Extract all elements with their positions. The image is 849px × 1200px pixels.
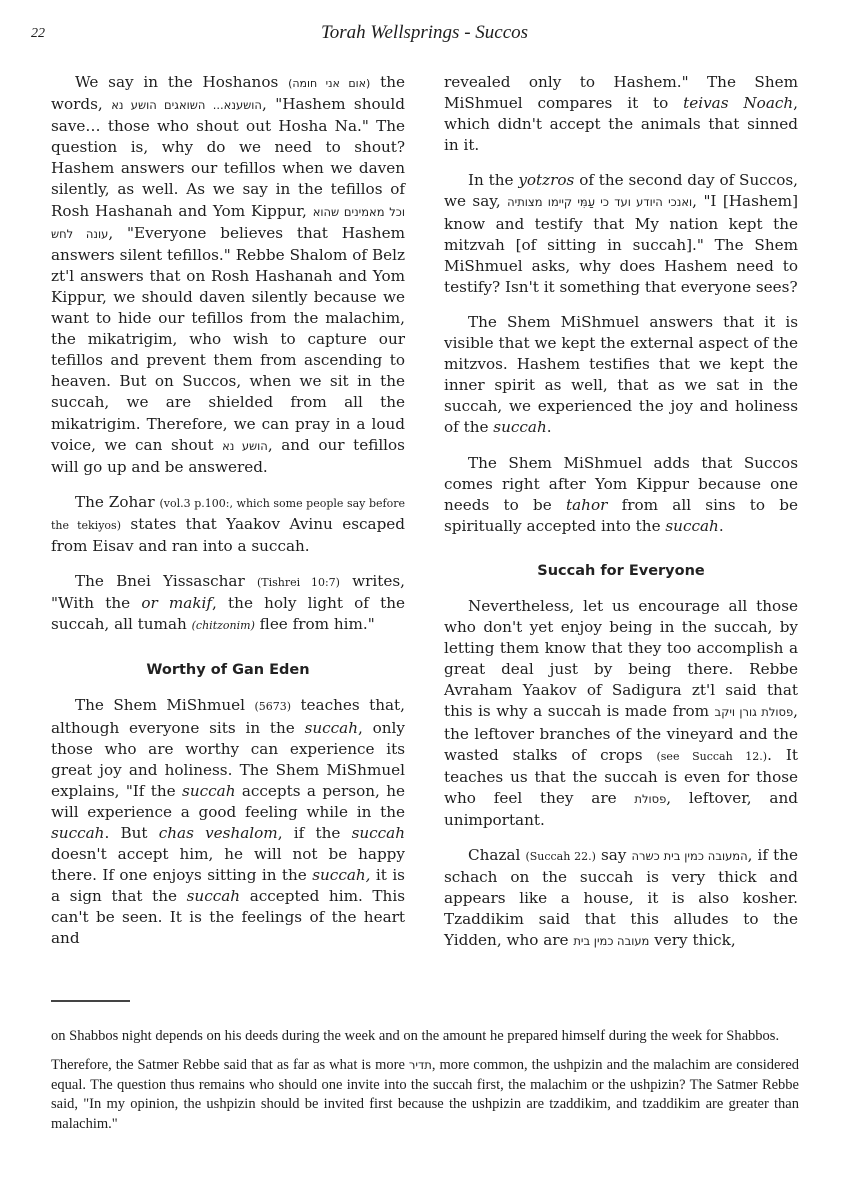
paragraph-hoshanos: We say in the Hoshanos (אום אני חומה) the words, הושענא... השואגים הושע נא, "Hashem should save… those who shout out Hosha Na." The question is, why do we need to shout? Hashem answers our tefillos when we daven silently, as well. As we say in the tefillos of Rosh Hashanah and Yom Kippur, וכל מאמינים שהוא עונה לחש, "Everyone believes that Hashem answers silent tefillos." Rebbe Shalom of Belz zt'l answers that on Rosh Hashanah and Yom Kippur, we should daven silently because we want to hide our tefillos from the malachim, the mikatrigim, who wish to capture our tefillos and prevent them from ascending to heaven. But on Succos, when we sit in the succah, we are shielded from all the mikatrigim. Therefore, we can pray in a loud voice, we can shout הושע נא, and our tefillos will go up and be answered. — [51, 73, 405, 476]
paragraph-answer: The Shem MiShmuel answers that it is visible that we kept the external aspect of the mitzvos. Hashem testifies that we kept the inner spirit as well, that as we sat in the succah, we experienced the joy and holiness of the succah. — [444, 312, 798, 437]
hebrew-text: המעובה כמין בית כשרה — [631, 849, 748, 863]
paragraph-continued: revealed only to Hashem." The Shem MiShmuel compares it to teivas Noach, which didn't accept the animals that sinned in it. — [444, 73, 798, 155]
running-title: Torah Wellsprings - Succos — [320, 22, 529, 43]
section-heading: Succah for Everyone — [537, 562, 705, 579]
page-header — [0, 0, 849, 43]
hebrew-text: פסולת — [634, 791, 667, 806]
paragraph-yom-kippur: The Shem MiShmuel adds that Succos comes right after Yom Kippur because one needs to be tahor from all sins to be spiritually accepted into the succah. — [444, 453, 798, 535]
footnotes — [51, 1027, 799, 1144]
hebrew-text: מעובה כמין בית — [573, 934, 650, 949]
paragraph-chazal: Chazal (Succah 22.) say המעובה כמין בית כשרה, if the schach on the succah is very thick and appears like a house, it is also kosher. Tzaddikim said that this alludes to the Yidden, who are מעובה כמין בית very thick, — [444, 846, 798, 950]
footnote-paragraph: on Shabbos night depends on his deeds during the week and on the amount he prepared himself during the week for Shabbos. — [51, 1028, 780, 1044]
paragraph-yotzros: In the yotzros of the second day of Succos, we say, ואנכי היודע ועד כי עַמִּי קיימו מצותיה, "I [Hashem] know and testify that My nation kept the mitzvah [of sitting in succah]." The Shem MiShmuel asks, why does Hashem need to testify? Isn't it something that everyone sees? — [444, 171, 799, 296]
paragraph-shem-mishmuel: The Shem MiShmuel (5673) teaches that, although everyone sits in the succah, only those who are worthy can experience its great joy and holiness. The Shem MiShmuel explains, "If the succah accepts a person, he will experience a good feeling while in the succah. But chas veshalom, if the succah doesn't accept him, he will not be happy there. If one enjoys sitting in the succah, it is a sign that the succah accepted him. This can't be seen. It is the feelings of the heart and — [51, 696, 405, 948]
source-ref: (אום אני חומה) — [288, 77, 371, 90]
footnote-divider — [51, 1000, 130, 1002]
hebrew-text: פסולת גורן ויקב — [714, 705, 794, 720]
hebrew-text: הושע נא — [222, 438, 268, 453]
left-column — [51, 72, 405, 964]
hebrew-text: ואנכי היודע ועד כי עַמִּי קיימו מצותיה — [507, 195, 693, 210]
paragraph-nevertheless: Nevertheless, let us encourage all those who don't yet enjoy being in the succah, by letting them know that they too accomplish a great deal just by being there. Rebbe Avraham Yaakov of Sadigura zt'l said that this is why a succah is made from פסולת גורן ויקב, the leftover branches of the vineyard and the wasted stalks of crops (see Succah 12.). It teaches us that the succah is even for those who feel they are פסולת, leftover, and unimportant. — [444, 596, 798, 829]
source-ref: (Succah 22.) — [525, 850, 596, 863]
paragraph-bnei-yissaschar: The Bnei Yissaschar (Tishrei 10:7) writes, "With the or makif, the holy light of the succah, all tumah (chitzonim) flee from him." — [51, 572, 405, 634]
paragraph-zohar: The Zohar (vol.3 p.100:, which some people say before the tekiyos) states that Yaakov Avinu escaped from Eisav and ran into a succah. — [51, 492, 405, 555]
source-ref: (see Succah 12.) — [656, 749, 768, 763]
hebrew-text: הושענא... השואגים הושע נא — [111, 98, 262, 113]
page-number: 22 — [31, 26, 45, 41]
source-ref: (5673) — [254, 700, 292, 714]
hebrew-text: תדיר — [408, 1058, 432, 1073]
source-ref: (Tishrei 10:7) — [256, 576, 340, 590]
source-ref: (vol.3 p.100:, which some people say before the tekiyos) — [51, 496, 405, 532]
hebrew-text: וכל מאמינים שהוא עונה לחש — [51, 204, 405, 241]
footnote-paragraph: Therefore, the Satmer Rebbe said that as far as what is more תדיר, more common, the ushpizin and the malachim are considered equal. The question thus remains who should one invite into the succah first, the malachim or the ushpizin? The Satmer Rebbe said, "In my opinion, the ushpizin should be invited first because the ushpizin are tzaddikim, and tzaddikim are greater than malachim." — [51, 1057, 799, 1132]
section-heading: Worthy of Gan Eden — [146, 662, 310, 679]
right-column — [444, 72, 798, 966]
